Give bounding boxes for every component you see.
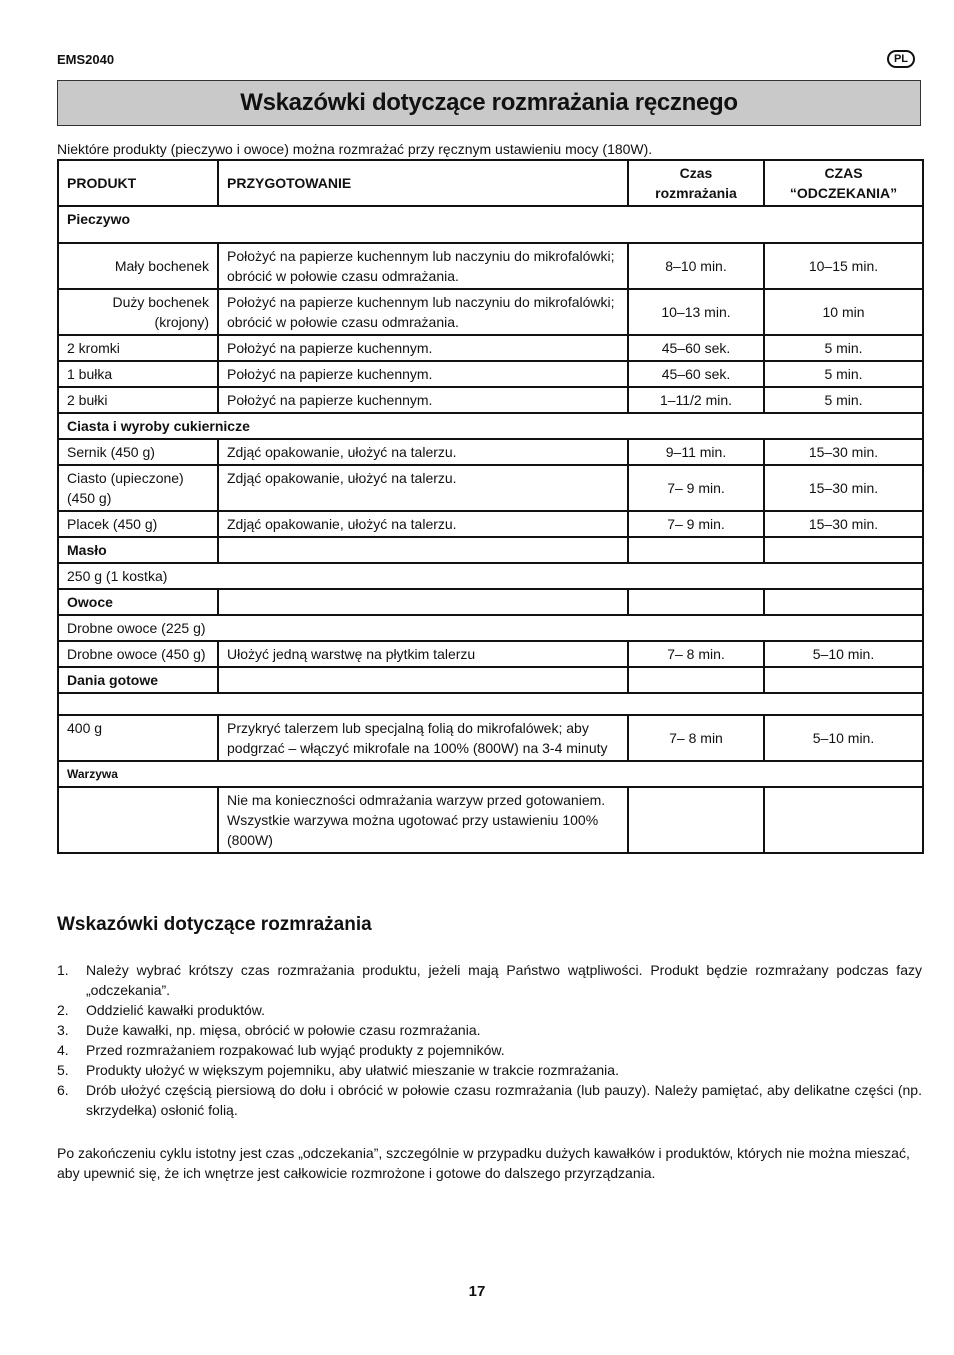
wait-time-cell: 10 min <box>764 289 923 335</box>
table-header-row <box>58 160 923 206</box>
category-label: Pieczywo <box>58 206 923 243</box>
empty-cell <box>764 589 923 615</box>
list-item <box>57 960 922 1000</box>
list-item <box>57 1040 922 1060</box>
defrost-time-cell: 9–11 min. <box>628 439 764 465</box>
wait-time-cell: 5–10 min. <box>764 641 923 667</box>
empty-cell <box>764 667 923 693</box>
page-number: 17 <box>468 1283 486 1300</box>
language-badge: PL <box>887 50 915 68</box>
table-row <box>58 511 923 537</box>
preparation-cell: Położyć na papierze kuchennym lub naczyniu do mikrofalówki; obrócić w połowie czasu odmrażania. <box>218 289 628 335</box>
product-cell: Duży bochenek (krojony) <box>58 289 218 335</box>
defrost-time-cell: 8–10 min. <box>628 243 764 289</box>
header-wait-time: CZAS “ODCZEKANIA” <box>764 160 923 206</box>
table-row <box>58 439 923 465</box>
list-number: 3. <box>57 1022 69 1038</box>
preparation-cell: Ułożyć jedną warstwę na płytkim talerzu <box>218 641 628 667</box>
empty-cell <box>764 787 923 853</box>
table-row <box>58 289 923 335</box>
list-number: 4. <box>57 1042 69 1058</box>
wait-time-cell: 5–10 min. <box>764 715 923 761</box>
table-row <box>58 563 923 589</box>
empty-cell <box>58 787 218 853</box>
category-row <box>58 589 923 615</box>
table-row <box>58 361 923 387</box>
product-cell: 400 g <box>58 715 218 761</box>
defrost-time-cell: 45–60 sek. <box>628 361 764 387</box>
wait-time-cell: 15–30 min. <box>764 465 923 511</box>
header-product: PRODUKT <box>58 160 218 206</box>
category-label: Dania gotowe <box>58 667 218 693</box>
product-cell: 2 kromki <box>58 335 218 361</box>
list-item <box>57 1080 922 1120</box>
table-row <box>58 387 923 413</box>
empty-cell <box>58 693 923 715</box>
category-row <box>58 206 923 243</box>
product-cell: Sernik (450 g) <box>58 439 218 465</box>
empty-cell <box>628 667 764 693</box>
list-text: Przed rozmrażaniem rozpakować lub wyjąć produkty z pojemników. <box>86 1042 505 1058</box>
empty-cell <box>628 537 764 563</box>
list-text: Należy wybrać krótszy czas rozmrażania produktu, jeżeli mają Państwo wątpliwości. Produkt będzie rozmrażany podczas fazy „odczekania”. <box>86 962 922 998</box>
list-item <box>57 1060 922 1080</box>
wait-time-cell: 5 min. <box>764 361 923 387</box>
preparation-cell: Zdjąć opakowanie, ułożyć na talerzu. <box>218 439 628 465</box>
product-cell: Mały bochenek <box>58 243 218 289</box>
list-text: Duże kawałki, np. mięsa, obrócić w połowie czasu rozmrażania. <box>86 1022 481 1038</box>
preparation-cell: Przykryć talerzem lub specjalną folią do mikrofalówek; aby podgrzać – włączyć mikrofale na 100% (800W) na 3-4 minuty <box>218 715 628 761</box>
defrost-time-cell: 1–11/2 min. <box>628 387 764 413</box>
wait-time-cell: 5 min. <box>764 335 923 361</box>
defrost-time-cell: 7– 9 min. <box>628 465 764 511</box>
list-text: Drób ułożyć częścią piersiową do dołu i obrócić w połowie czasu rozmrażania (lub pauzy). Należy pamiętać, aby delikatne części (np. skrzydełka) osłonić folią. <box>86 1082 922 1118</box>
product-cell: Drobne owoce (225 g) <box>58 615 923 641</box>
defrost-time-cell: 7– 9 min. <box>628 511 764 537</box>
defrost-table <box>57 159 924 854</box>
model-number: EMS2040 <box>57 52 115 67</box>
preparation-cell: Położyć na papierze kuchennym. <box>218 361 628 387</box>
table-row <box>58 335 923 361</box>
spacer-row <box>58 693 923 715</box>
wait-time-cell: 15–30 min. <box>764 439 923 465</box>
intro-text: Niektóre produkty (pieczywo i owoce) można rozmrażać przy ręcznym ustawieniu mocy (180W). <box>57 141 653 157</box>
product-cell: 250 g (1 kostka) <box>58 563 923 589</box>
table-row <box>58 465 923 511</box>
empty-cell <box>764 537 923 563</box>
list-text: Oddzielić kawałki produktów. <box>86 1002 265 1018</box>
header-preparation: PRZYGOTOWANIE <box>218 160 628 206</box>
preparation-cell: Położyć na papierze kuchennym. <box>218 335 628 361</box>
section-heading: Wskazówki dotyczące rozmrażania <box>57 914 372 935</box>
empty-cell <box>218 537 628 563</box>
defrost-time-cell: 7– 8 min. <box>628 641 764 667</box>
list-number: 2. <box>57 1002 69 1018</box>
preparation-cell: Zdjąć opakowanie, ułożyć na talerzu. <box>218 511 628 537</box>
product-cell: Placek (450 g) <box>58 511 218 537</box>
empty-cell <box>628 787 764 853</box>
preparation-cell: Położyć na papierze kuchennym. <box>218 387 628 413</box>
preparation-cell: Zdjąć opakowanie, ułożyć na talerzu. <box>218 465 628 511</box>
category-label: Ciasta i wyroby cukiernicze <box>58 413 923 439</box>
table-row <box>58 787 923 853</box>
table-row <box>58 641 923 667</box>
empty-cell <box>218 589 628 615</box>
category-row <box>58 413 923 439</box>
product-cell: 2 bułki <box>58 387 218 413</box>
product-cell: Drobne owoce (450 g) <box>58 641 218 667</box>
category-row <box>58 667 923 693</box>
list-number: 5. <box>57 1062 69 1078</box>
list-number: 1. <box>57 962 69 978</box>
wait-time-cell: 10–15 min. <box>764 243 923 289</box>
tips-list <box>57 960 922 1120</box>
defrost-time-cell: 7– 8 min <box>628 715 764 761</box>
preparation-cell: Nie ma konieczności odmrażania warzyw przed gotowaniem. Wszystkie warzywa można ugotować przy ustawieniu 100% (800W) <box>218 787 628 853</box>
product-cell: Ciasto (upieczone) (450 g) <box>58 465 218 511</box>
preparation-cell: Położyć na papierze kuchennym lub naczyniu do mikrofalówki; obrócić w połowie czasu odmrażania. <box>218 243 628 289</box>
category-row <box>58 537 923 563</box>
list-item <box>57 1000 922 1020</box>
category-label: Owoce <box>58 589 218 615</box>
table-row <box>58 615 923 641</box>
wait-time-cell: 15–30 min. <box>764 511 923 537</box>
category-row <box>58 761 923 787</box>
product-cell: 1 bułka <box>58 361 218 387</box>
wait-time-cell: 5 min. <box>764 387 923 413</box>
table-row <box>58 243 923 289</box>
defrost-time-cell: 45–60 sek. <box>628 335 764 361</box>
list-item <box>57 1020 922 1040</box>
empty-cell <box>218 667 628 693</box>
list-number: 6. <box>57 1082 69 1098</box>
list-text: Produkty ułożyć w większym pojemniku, aby ułatwić mieszanie w trakcie rozmrażania. <box>86 1062 619 1078</box>
category-label: Masło <box>58 537 218 563</box>
closing-paragraph: Po zakończeniu cyklu istotny jest czas „odczekania”, szczególnie w przypadku dużych kawałków i produktów, których nie można mieszać, aby upewnić się, że ich wnętrze jest całkowicie rozmrożone i gotowe do dalszego przyrządzania. <box>57 1145 910 1181</box>
defrost-time-cell: 10–13 min. <box>628 289 764 335</box>
header-defrost-time: Czas rozmrażania <box>628 160 764 206</box>
page-title: Wskazówki dotyczące rozmrażania ręcznego <box>57 80 921 126</box>
empty-cell <box>628 589 764 615</box>
category-label: Warzywa <box>58 761 923 787</box>
table-row <box>58 715 923 761</box>
